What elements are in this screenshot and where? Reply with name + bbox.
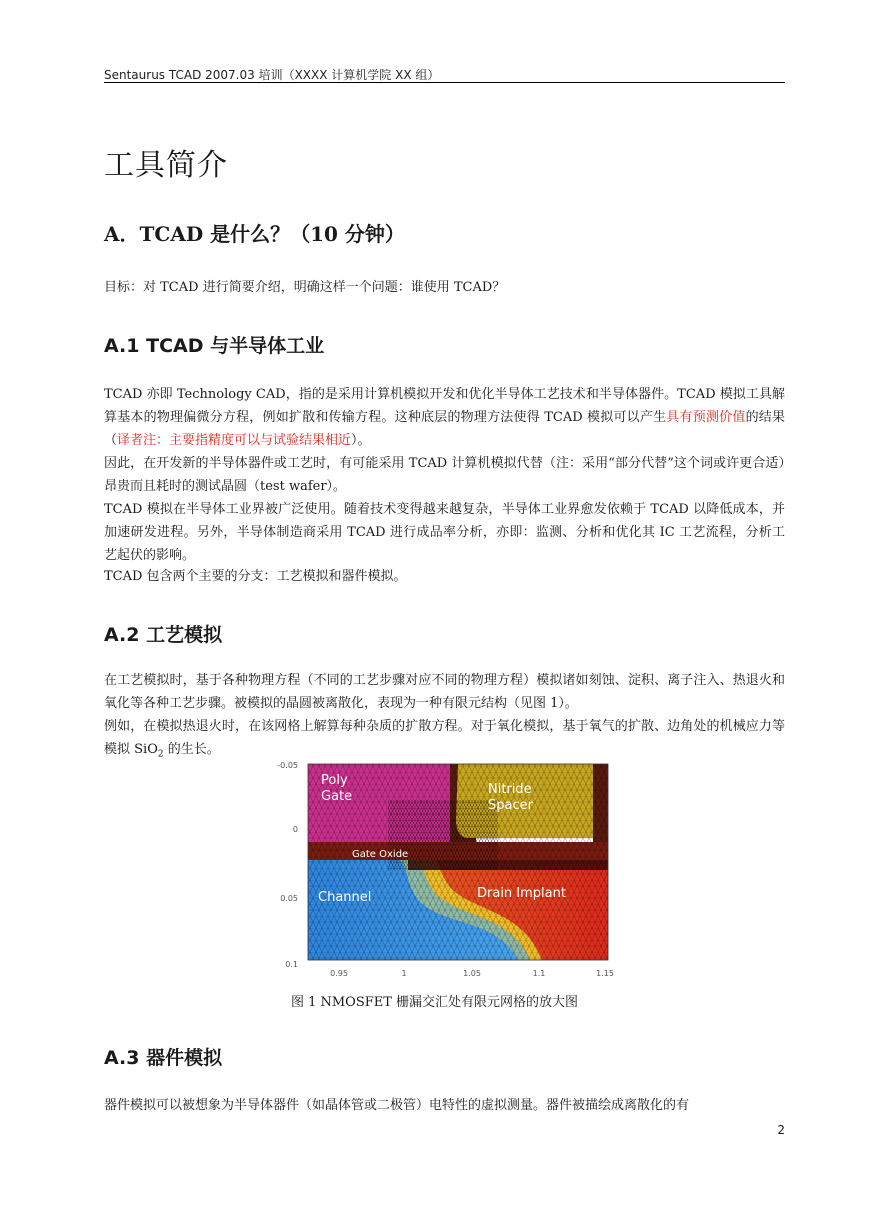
section-a3-paragraph-1: 器件模拟可以被想象为半导体器件（如晶体管或二极管）电特性的虚拟测量。器件被描绘成离散化的有 xyxy=(104,1098,690,1113)
section-a3-heading: A.3 器件模拟 xyxy=(104,1047,223,1069)
running-header: Sentaurus TCAD 2007.03 培训（XXXX 计算机学院 XX 组） xyxy=(104,68,440,82)
section-a1-paragraph-4: TCAD 包含两个主要的分支：工艺模拟和器件模拟。 xyxy=(104,569,407,584)
label-spacer: Spacer xyxy=(488,798,533,813)
a1-p1-text: TCAD 亦即 Technology CAD，指的是采用计算机模拟开发和优化半导体工艺技术和半导体器件。TCAD 模拟工具解算基本的物理偏微分方程，例如扩散和传输方程。这种底层的物理方法使得 TCAD 模拟可以产生 xyxy=(104,387,785,425)
label-gate-oxide: Gate Oxide xyxy=(352,849,409,860)
a1-p1-translator-note: 译者注：主要指精度可以与试验结果相近 xyxy=(117,433,352,448)
x-tick-label: 1.05 xyxy=(463,969,481,978)
section-a2-paragraph-1: 在工艺模拟时，基于各种物理方程（不同的工艺步骤对应不同的物理方程）模拟诸如刻蚀、淀积、离子注入、热退火和氧化等各种工艺步骤。被模拟的晶圆被离散化，表现为一种有限元结构（见图 1）。 xyxy=(104,673,785,711)
section-a1-paragraph-2: 因此，在开发新的半导体器件或工艺时，有可能采用 TCAD 计算机模拟代替（注：采用“部分代替”这个词或许更合适）昂贵而且耗时的测试晶圆（test wafer）。 xyxy=(104,456,785,494)
x-tick-label: 1.15 xyxy=(596,969,614,978)
x-axis xyxy=(330,969,614,978)
section-a1-paragraph-3: TCAD 模拟在半导体工业界被广泛使用。随着技术变得越来越复杂，半导体工业界愈发依赖于 TCAD 以降低成本，并加速研发进程。另外，半导体制造商采用 TCAD 进行成品率分析，亦即：监测、分析和优化其 IC 工艺流程，分析工艺起伏的影响。 xyxy=(104,502,785,563)
header-rule xyxy=(104,82,785,83)
y-axis xyxy=(277,761,298,969)
x-tick-label: 1 xyxy=(401,969,407,978)
x-tick-label: 1.1 xyxy=(532,969,546,978)
y-tick-label: 0 xyxy=(292,825,298,834)
y-tick-label: -0.05 xyxy=(277,761,298,770)
section-a1-paragraph-1 xyxy=(104,383,785,452)
a2-p2-text: 例如，在模拟热退火时，在该网格上解算每种杂质的扩散方程。对于氧化模拟，基于氧气的扩散、边角处的机械应力等模拟 SiO xyxy=(104,719,785,757)
a2-p2-subscript: 2 xyxy=(157,749,164,760)
section-a-goal: 目标：对 TCAD 进行简要介绍，明确这样一个问题：谁使用 TCAD？ xyxy=(104,280,506,295)
a2-p2-text-2: 的生长。 xyxy=(163,742,220,757)
page-title: 工具简介 xyxy=(104,148,228,183)
page-number: 2 xyxy=(777,1123,785,1137)
a1-p1-text-3: ）。 xyxy=(351,433,371,448)
section-a2-paragraph-2 xyxy=(104,715,785,767)
label-gate: Gate xyxy=(321,789,353,804)
y-tick-label: 0.05 xyxy=(280,894,298,903)
y-tick-label: 0.1 xyxy=(285,960,298,969)
a1-p1-highlight: 具有预测价值 xyxy=(666,410,746,425)
label-nitride: Nitride xyxy=(488,782,532,797)
mesh-figure xyxy=(268,760,620,982)
plot-area xyxy=(308,764,608,960)
x-tick-label: 0.95 xyxy=(330,969,348,978)
label-channel: Channel xyxy=(318,890,372,905)
a1-p1-text-2: 的结果（ xyxy=(104,410,785,448)
section-a2-heading: A.2 工艺模拟 xyxy=(104,624,223,646)
section-a1-heading: A.1 TCAD 与半导体工业 xyxy=(104,335,325,357)
label-drain-implant: Drain Implant xyxy=(477,886,566,901)
section-a-heading: A．TCAD 是什么？（10 分钟） xyxy=(104,222,405,246)
figure-caption: 图 1 NMOSFET 栅漏交汇处有限元网格的放大图 xyxy=(290,995,579,1010)
mesh-figure-svg xyxy=(268,760,620,982)
label-poly: Poly xyxy=(321,773,348,788)
